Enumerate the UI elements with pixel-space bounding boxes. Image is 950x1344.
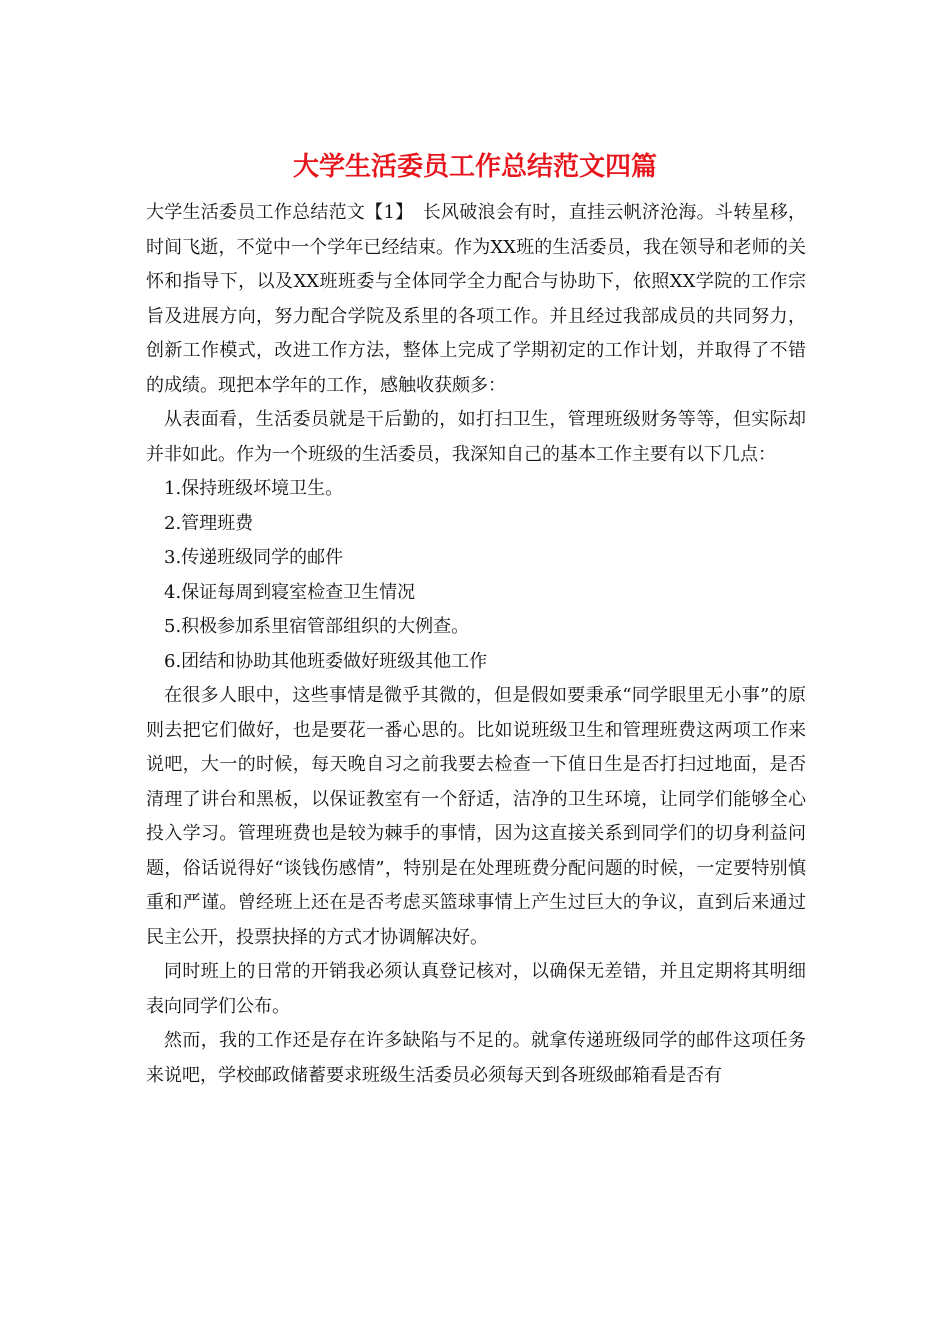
list-item: 3.传递班级同学的邮件	[164, 547, 344, 568]
document-title: 大学生活委员工作总结范文四篇	[292, 152, 657, 182]
shortcomings-paragraph: 然而，我的工作还是存在许多缺陷与不足的。就拿传递班级同学的邮件这项任务来说吧，学校邮政储蓄要求班级生活委员必须每天到各班级邮箱看是否有	[146, 1030, 806, 1086]
list-item: 4.保证每周到寝室检查卫生情况	[164, 581, 416, 603]
intro-paragraph: 大学生活委员工作总结范文【1】 长风破浪会有时，直挂云帆济沧海。斗转星移，时间飞逝，不觉中一个学年已经结束。作为XX班的生活委员，我在领导和老师的关怀和指导下，以及XX班班委与全体同学全力配合与协助下，依照XX学院的工作宗旨及进展方向，努力配合学院及系里的各项工作。并且经过我部成员的共同努力，创新工作模式，改进工作方法，整体上完成了学期初定的工作计划，并取得了不错的成绩。现把本学年的工作，感触收获颇多：	[146, 202, 806, 396]
list-item: 1.保持班级坏境卫生。	[164, 478, 344, 499]
list-item: 6.团结和协助其他班委做好班级其他工作	[164, 650, 488, 672]
list-item: 2.管理班费	[164, 512, 254, 534]
duties-intro-paragraph: 从表面看，生活委员就是干后勤的，如打扫卫生，管理班级财务等等，但实际却并非如此。作为一个班级的生活委员，我深知自己的基本工作主要有以下几点：	[146, 409, 806, 465]
expense-paragraph: 同时班上的日常的开销我必须认真登记核对，以确保无差错，并且定期将其明细表向同学们公布。	[146, 961, 806, 1017]
duties-list	[146, 472, 806, 679]
details-paragraph: 在很多人眼中，这些事情是微乎其微的，但是假如要秉承“同学眼里无小事”的原则去把它们做好，也是要花一番心思的。比如说班级卫生和管理班费这两项工作来说吧，大一的时候，每天晚自习之前我要去检查一下值日生是否打扫过地面，是否清理了讲台和黑板，以保证教室有一个舒适，洁净的卫生环境，让同学们能够全心投入学习。管理班费也是较为棘手的事情，因为这直接关系到同学们的切身利益问题，俗话说得好“谈钱伤感情”，特别是在处理班费分配问题的时候，一定要特别慎重和严谨。曾经班上还在是否考虑买篮球事情上产生过巨大的争议，直到后来通过民主公开，投票抉择的方式才协调解决好。	[146, 685, 806, 948]
document-body	[146, 196, 806, 1093]
list-item: 5.积极参加系里宿管部组织的大例查。	[164, 616, 470, 637]
